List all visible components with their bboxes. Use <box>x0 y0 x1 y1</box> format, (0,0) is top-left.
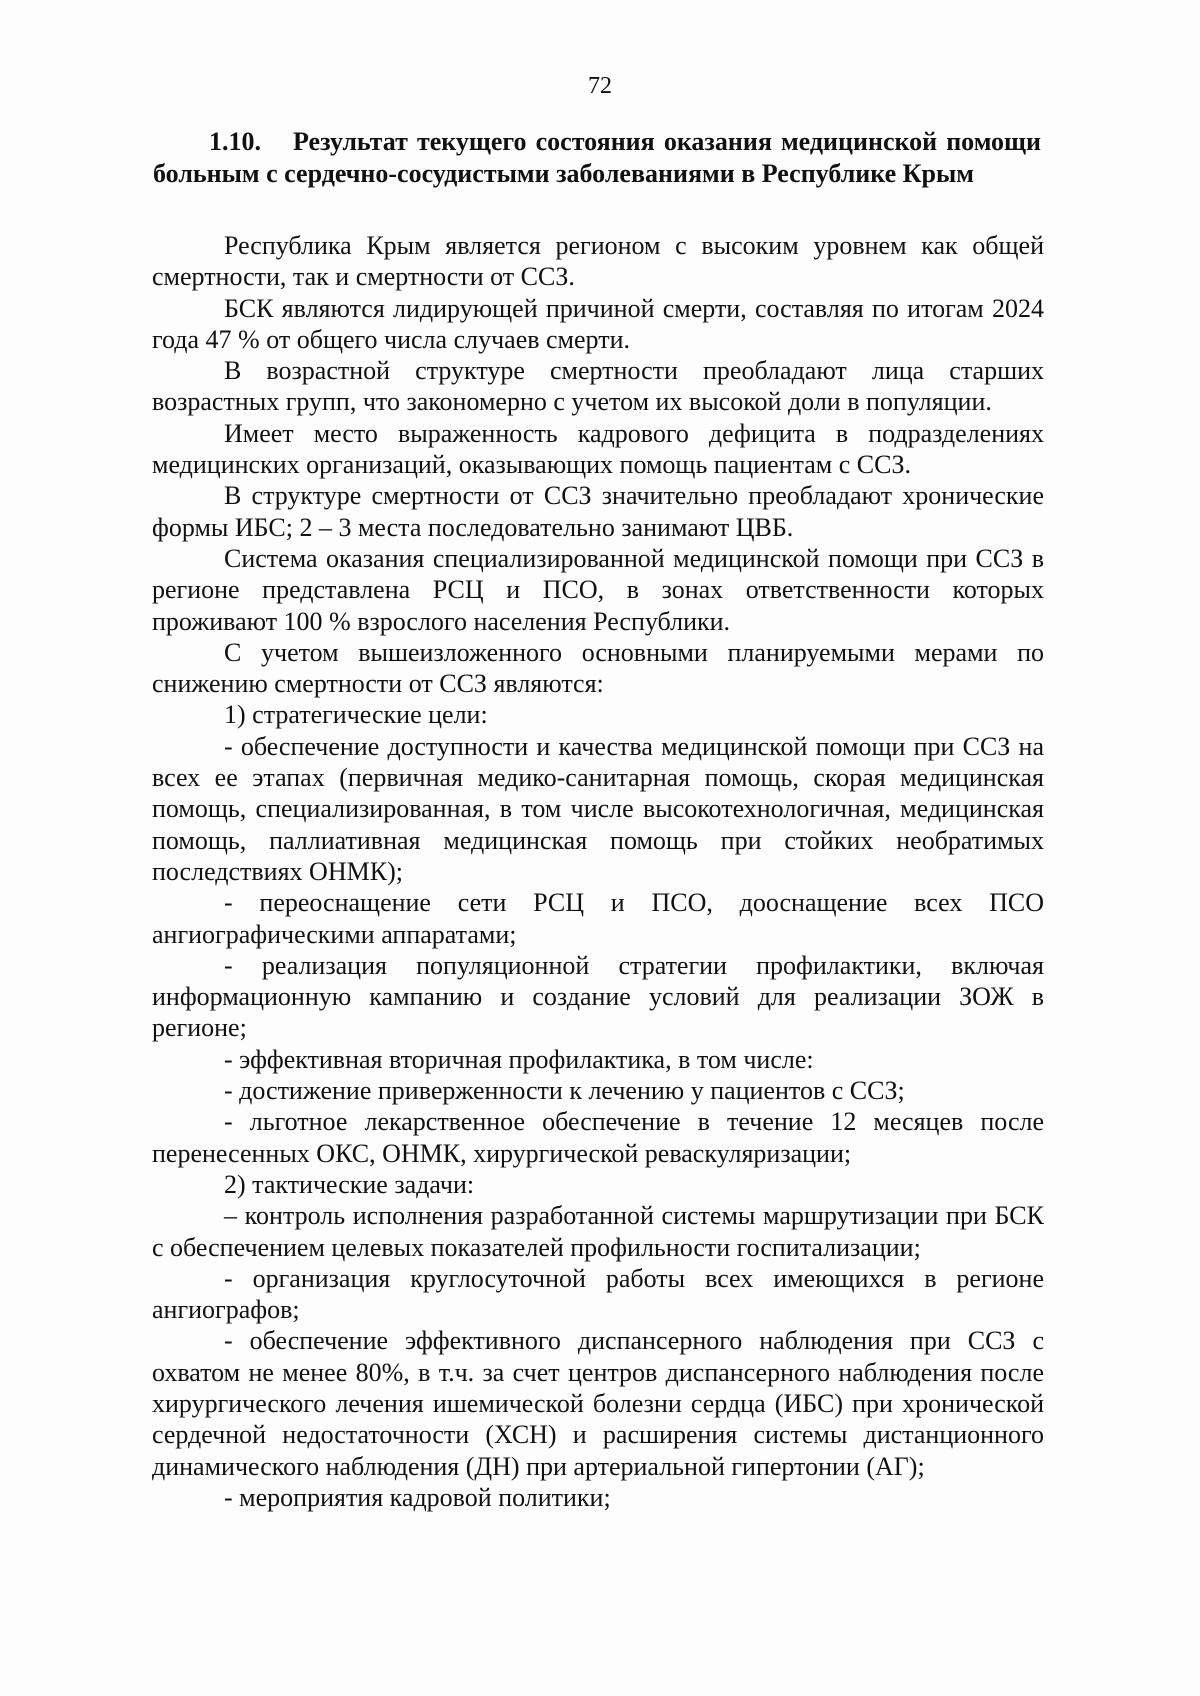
list-item: – контроль исполнения разработанной системы маршрутизации при БСК с обеспечением целевых показателей профильности госпитализации; <box>152 1201 1044 1262</box>
body-text <box>152 230 1044 1513</box>
section-heading <box>153 126 1041 190</box>
list-item: - обеспечение эффективного диспансерного наблюдения при ССЗ с охватом не менее 80%, в т.ч. за счет центров диспансерного наблюдения после хирургического лечения ишемической болезни сердца (ИБС) при хронической сердечной недостаточности (ХСН) и расширения системы дистанционного динамического наблюдения (ДН) при артериальной гипертонии (АГ); <box>152 1326 1044 1481</box>
list-item: - мероприятия кадровой политики; <box>224 1482 611 1512</box>
list-heading: 2) тактические задачи: <box>224 1169 475 1199</box>
list-item: - достижение приверженности к лечению у пациентов с ССЗ; <box>224 1076 905 1106</box>
paragraph: Система оказания специализированной медицинской помощи при ССЗ в регионе представлена РСЦ и ПСО, в зонах ответственности которых проживают 100 % взрослого населения Республики. <box>152 543 1044 636</box>
page-number: 72 <box>588 73 612 99</box>
section-title: Результат текущего состояния оказания медицинской помощи больным с сердечно-сосудистыми заболеваниями в Республике Крым <box>153 127 1041 188</box>
paragraph: Имеет место выраженность кадрового дефицита в подразделениях медицинских организаций, оказывающих помощь пациентам с ССЗ. <box>152 418 1044 480</box>
paragraph: БСК являются лидирующей причиной смерти, составляя по итогам 2024 года 47 % от общего числа случаев смерти. <box>152 293 1044 354</box>
paragraph: В возрастной структуре смертности преобладают лица старших возрастных групп, что закономерно с учетом их высокой доли в популяции. <box>152 356 1044 417</box>
list-item: - переоснащение сети РСЦ и ПСО, дооснащение всех ПСО ангиографическими аппаратами; <box>152 888 1044 949</box>
list-heading: 1) стратегические цели: <box>224 700 488 730</box>
list-item: - обеспечение доступности и качества медицинской помощи при ССЗ на всех ее этапах (первичная медико-санитарная помощь, скорая медицинская помощь, специализированная, в том числе высокотехнологичная, медицинская помощь, паллиативная медицинская помощь при стойких необратимых последствиях ОНМК); <box>152 731 1044 886</box>
list-item: - льготное лекарственное обеспечение в течение 12 месяцев после перенесенных ОКС, ОНМК, хирургической реваскуляризации; <box>152 1107 1044 1168</box>
list-item: - эффективная вторичная профилактика, в том числе: <box>224 1044 814 1074</box>
list-item: - организация круглосуточной работы всех имеющихся в регионе ангиографов; <box>152 1263 1044 1325</box>
paragraph: В структуре смертности от ССЗ значительно преобладают хронические формы ИБС; 2 – 3 места последовательно занимают ЦВБ. <box>152 481 1044 542</box>
paragraph: Республика Крым является регионом с высоким уровнем как общей смертности, так и смертности от ССЗ. <box>152 231 1044 292</box>
section-number: 1.10. <box>209 127 261 156</box>
list-item: - реализация популяционной стратегии профилактики, включая информационную кампанию и создание условий для реализации ЗОЖ в регионе; <box>152 950 1044 1043</box>
paragraph: С учетом вышеизложенного основными планируемыми мерами по снижению смертности от ССЗ являются: <box>152 637 1044 699</box>
